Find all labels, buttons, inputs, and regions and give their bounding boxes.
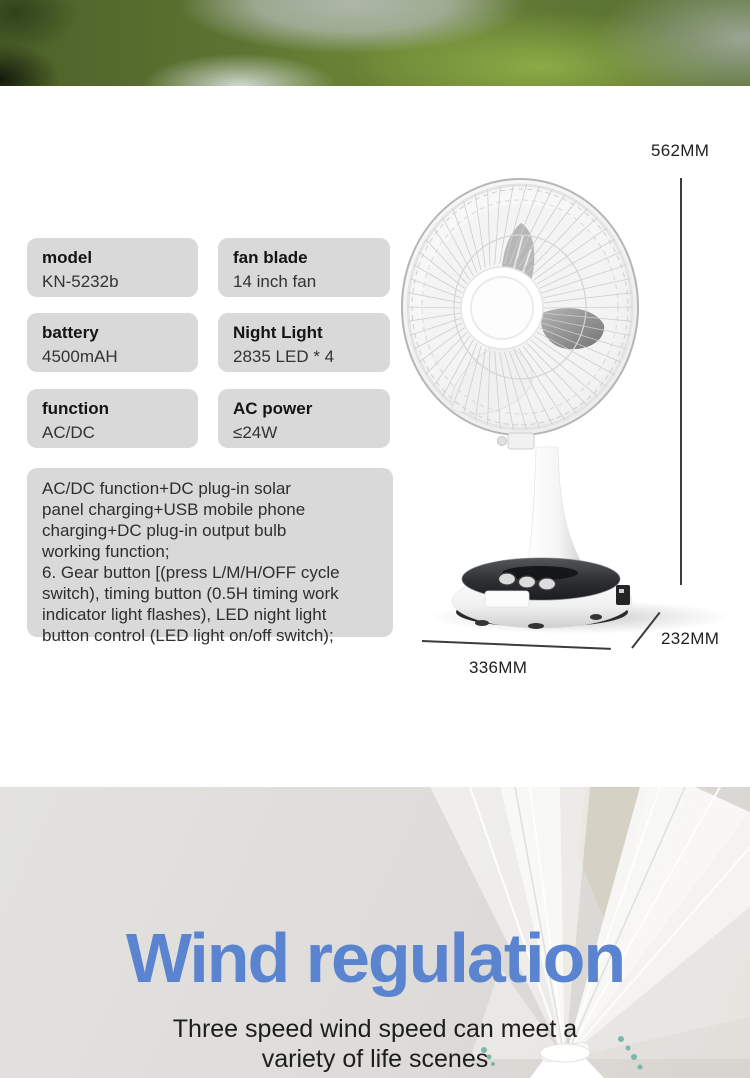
subtitle-line-2: variety of life scenes <box>261 1045 489 1073</box>
base-button-1 <box>499 573 516 585</box>
spec-value: 4500mAH <box>42 347 118 366</box>
spec-value: 14 inch fan <box>233 272 317 291</box>
spec-box-model <box>27 238 198 297</box>
spec-box-night-light <box>218 313 390 372</box>
spec-value: 2835 LED * 4 <box>233 347 335 366</box>
description-line: switch), timing button (0.5H timing work <box>42 584 339 603</box>
fan-base <box>452 558 632 629</box>
subtitle-line-1: Three speed wind speed can meet a <box>172 1015 578 1043</box>
nature-banner-image <box>0 0 750 86</box>
description-line: indicator light flashes), LED night light <box>42 605 327 624</box>
wind-section-title: Wind regulation <box>125 919 625 997</box>
fan-product-image <box>390 165 730 645</box>
height-dimension-label: 562MM <box>651 141 710 160</box>
description-line: charging+DC plug-in output bulb <box>42 521 287 540</box>
description-line: 6. Gear button [(press L/M/H/OFF cycle <box>42 563 340 582</box>
fan-neck <box>528 447 583 565</box>
spec-value: ≤24W <box>233 423 278 442</box>
spec-box-ac-power <box>218 389 390 448</box>
spec-label: Night Light <box>233 323 323 342</box>
description-line: button control (LED light on/off switch); <box>42 626 334 645</box>
base-side-switch <box>616 585 630 605</box>
spec-label: model <box>42 248 93 267</box>
description-line: working function; <box>42 542 170 561</box>
spec-label: battery <box>42 323 99 342</box>
depth-dimension-label: 232MM <box>661 629 720 648</box>
spec-label: function <box>42 399 110 418</box>
base-display-window <box>485 591 529 607</box>
description-line: panel charging+USB mobile phone <box>42 500 306 519</box>
function-description-box <box>27 468 393 645</box>
description-line: AC/DC function+DC plug-in solar <box>42 479 291 498</box>
spec-value: AC/DC <box>42 423 95 442</box>
height-dimension-line <box>680 178 682 585</box>
spec-value: KN-5232b <box>42 272 119 291</box>
spec-box-fan-blade <box>218 238 390 297</box>
base-button-3 <box>539 578 556 590</box>
spec-label: fan blade <box>233 248 308 267</box>
spec-label: AC power <box>233 399 313 418</box>
wind-regulation-section <box>0 787 750 1078</box>
fan-head <box>402 179 638 435</box>
spec-box-function <box>27 389 198 448</box>
width-dimension-label: 336MM <box>469 658 528 677</box>
spec-box-battery <box>27 313 198 372</box>
wind-section-subtitle <box>0 1014 750 1074</box>
base-button-2 <box>519 576 536 588</box>
fan-clamp <box>498 433 535 449</box>
